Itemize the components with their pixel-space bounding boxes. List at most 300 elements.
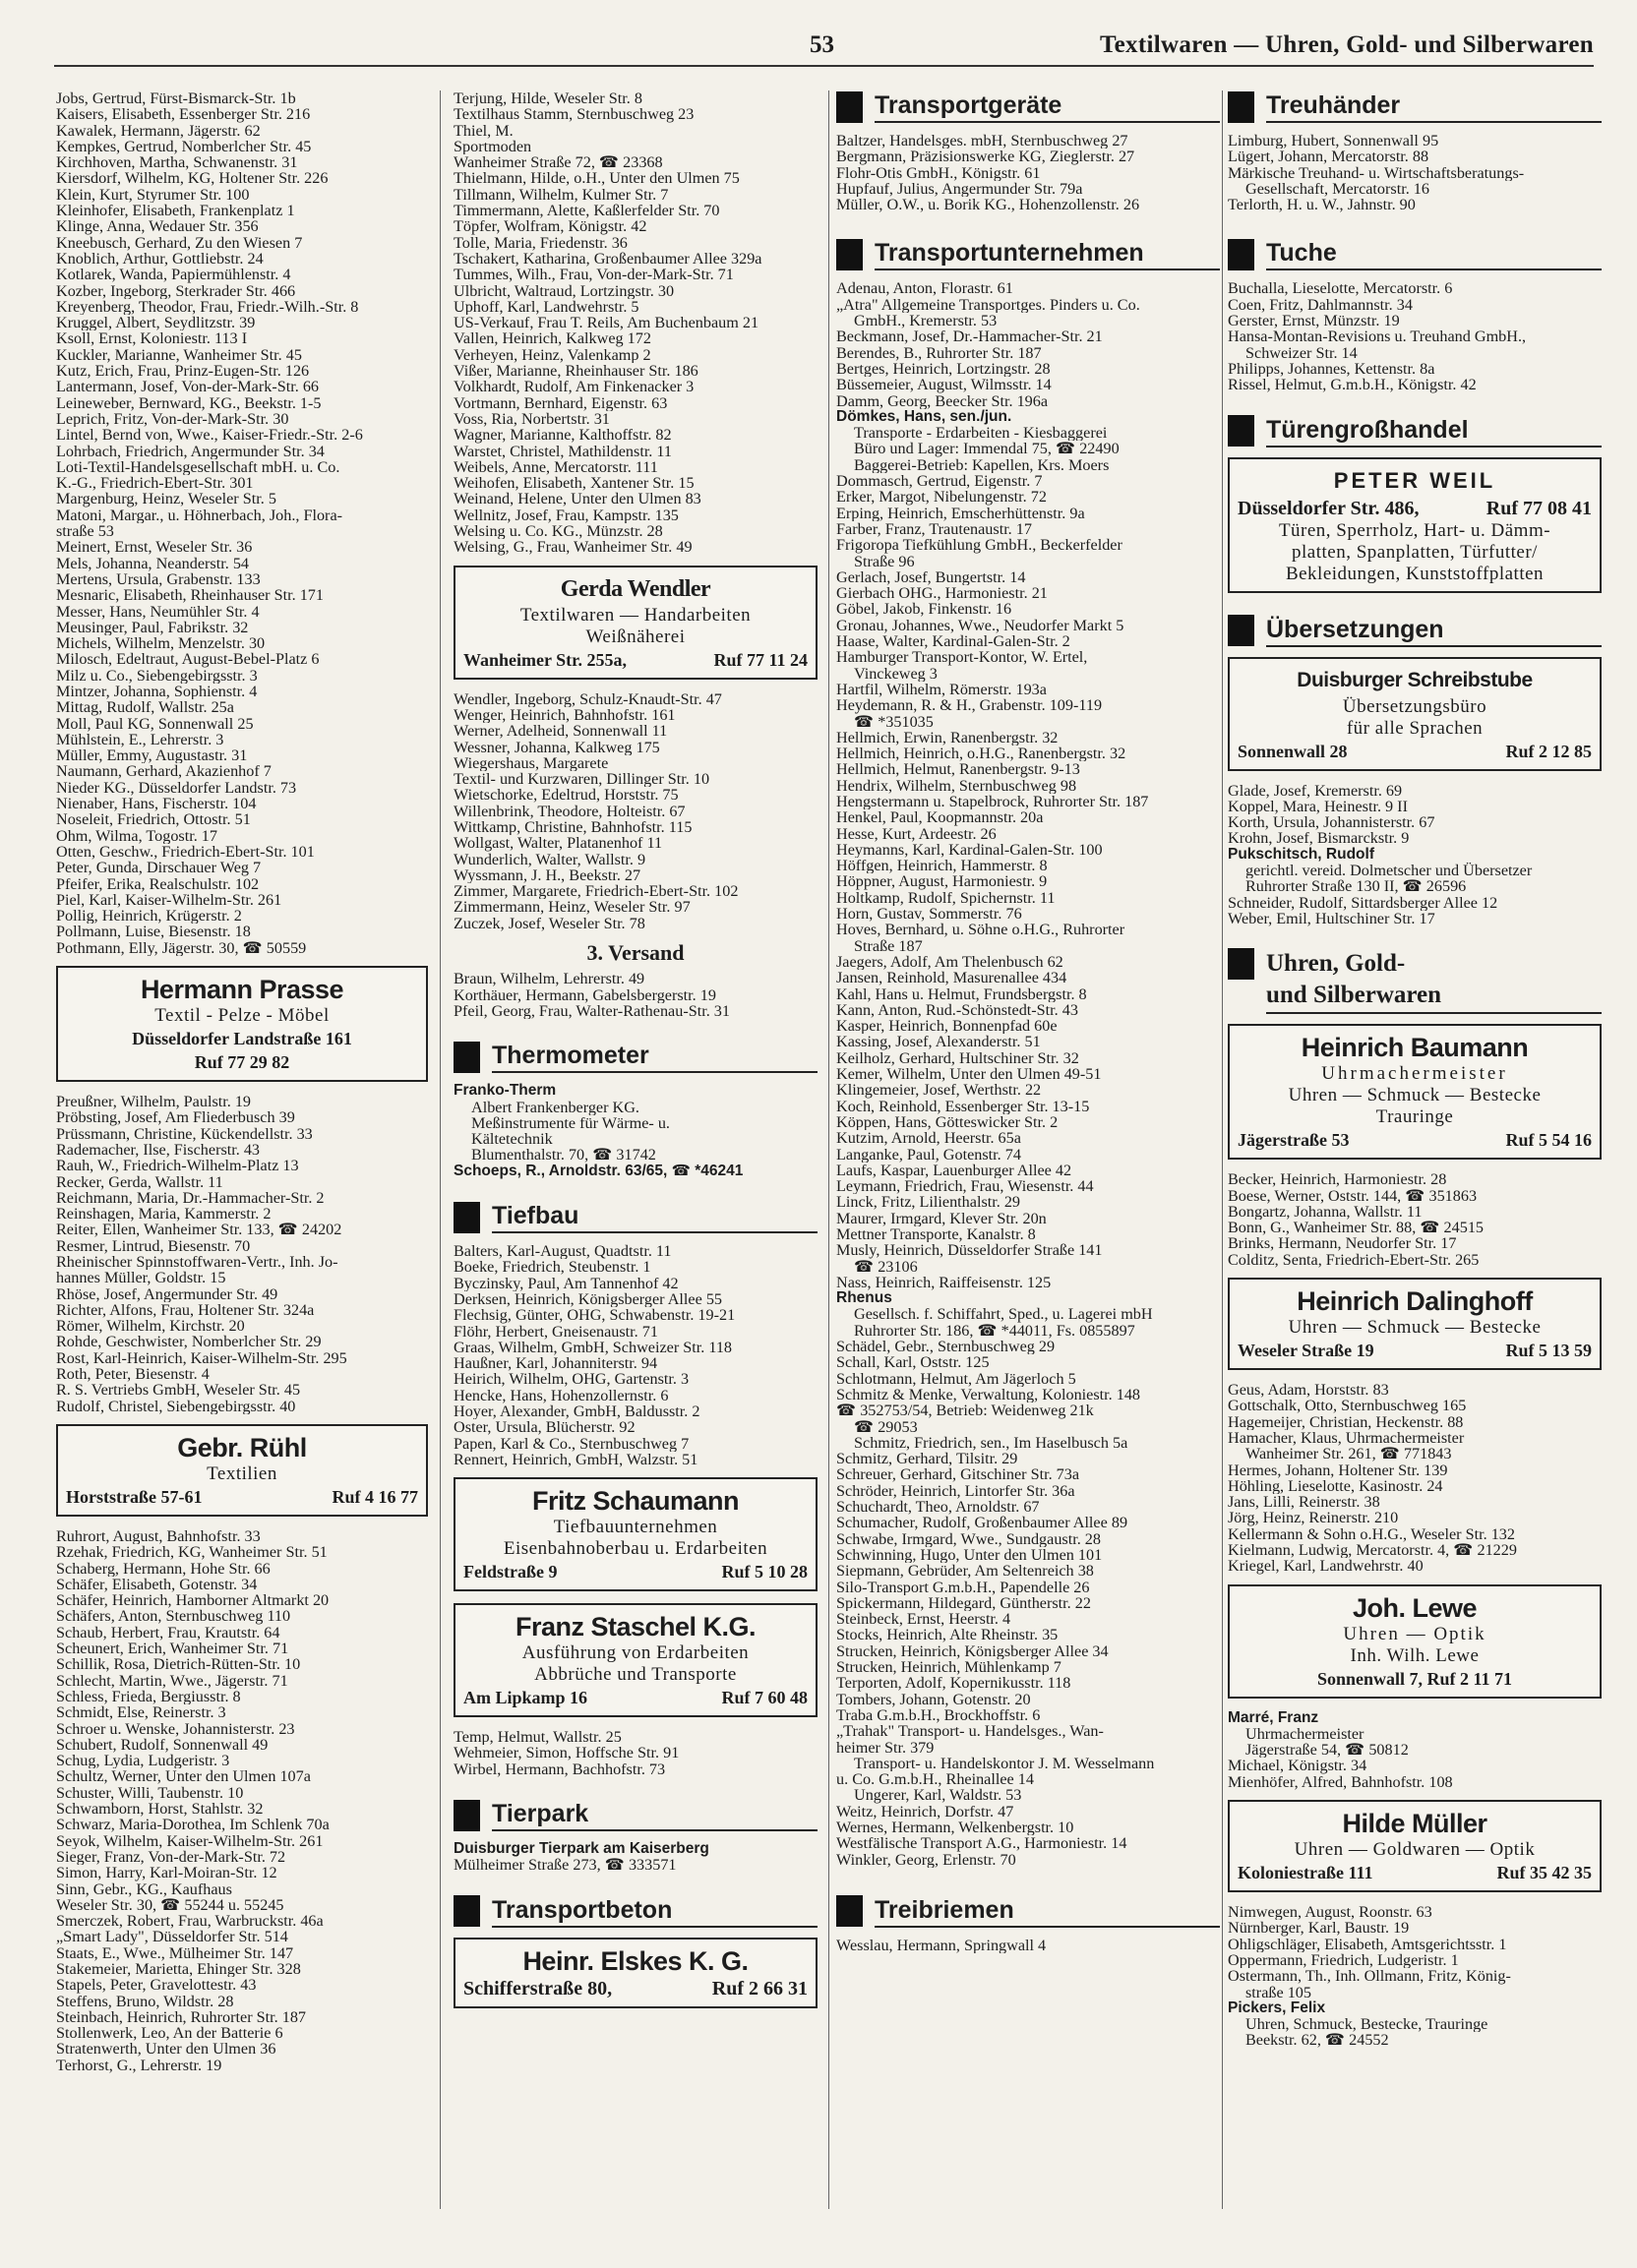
directory-entry: Otten, Geschw., Friedrich-Ebert-Str. 101 [56, 843, 315, 861]
directory-entry: Lügert, Johann, Mercatorstr. 88 [1228, 149, 1429, 165]
directory-entry: Terporten, Adolf, Kopernikusstr. 118 [836, 1675, 1071, 1692]
ad-phone: Ruf 77 11 24 [713, 649, 808, 670]
directory-list [56, 90, 428, 956]
ad-name: PETER WEIL [1333, 467, 1496, 493]
directory-entry: Schwinning, Hugo, Unter den Ulmen 101 [836, 1546, 1103, 1564]
directory-entry: Mertens, Ursula, Grabenstr. 133 [56, 570, 261, 588]
directory-list [454, 691, 818, 931]
section-marker [836, 239, 863, 270]
directory-entry: Ohligschläger, Elisabeth, Amtsgerichtsstr. 1 [1228, 1936, 1507, 1952]
directory-entry: Preußner, Wilhelm, Paulstr. 19 [56, 1094, 252, 1110]
directory-list [454, 90, 818, 556]
directory-entry: Mülheimer Straße 273, ☎ 333571 [454, 1857, 677, 1874]
directory-list [454, 971, 818, 1019]
ad-franz-staschel [454, 1603, 818, 1717]
ad-name: Heinrich Baumann [1301, 1033, 1529, 1063]
directory-entry: Gerlach, Josef, Bungertstr. 14 [836, 568, 1026, 586]
directory-entry: Nienaber, Hans, Fischerstr. 104 [56, 796, 257, 812]
directory-entry: Schlotmann, Helmut, Am Jägerloch 5 [836, 1370, 1076, 1387]
directory-entry: Vinckeweg 3 [854, 665, 938, 682]
directory-entry: Willenbrink, Theodore, Holteistr. 67 [454, 803, 686, 819]
directory-entry: Straße 96 [854, 553, 915, 569]
section-marker [454, 1895, 480, 1927]
ad-line: Tiefbauunternehmen [553, 1517, 718, 1538]
ad-joh-lewe [1228, 1584, 1602, 1699]
directory-entry: Mühlstein, E., Lehrerstr. 3 [56, 731, 224, 748]
directory-entry: Traba G.m.b.H., Brockhoffstr. 6 [836, 1706, 1041, 1724]
directory-entry: Stratenwerth, Unter den Ulmen 36 [56, 2041, 276, 2058]
directory-entry: Pickers, Felix [1228, 1999, 1326, 2016]
ad-line: Textilien [207, 1462, 277, 1484]
directory-entry: „Smart Lady", Düsseldorfer Str. 514 [56, 1929, 288, 1945]
directory-entry: Erping, Heinrich, Emscherhüttenstr. 9a [836, 505, 1085, 521]
directory-entry: Weseler Str. 30, ☎ 55244 u. 55245 [56, 1896, 284, 1914]
directory-entry: Straße 187 [854, 937, 923, 954]
directory-entry: Flechsig, Günter, OHG, Schwabenstr. 19-21 [454, 1307, 736, 1324]
directory-entry: Heirich, Wilhelm, OHG, Gartenstr. 3 [454, 1371, 690, 1388]
directory-entry: Schlecht, Martin, Wwe., Jägerstr. 71 [56, 1672, 288, 1689]
directory-entry: Bonn, G., Wanheimer Str. 88, ☎ 24515 [1228, 1220, 1485, 1236]
ad-line: Inh. Wilh. Lewe [1350, 1644, 1480, 1666]
directory-entry: R. S. Vertriebs GmbH, Weseler Str. 45 [56, 1382, 301, 1399]
directory-entry: Schall, Karl, Oststr. 125 [836, 1354, 990, 1371]
directory-entry: Hendrix, Wilhelm, Sternbuschweg 98 [836, 777, 1077, 794]
directory-entry: Jaegers, Adolf, Am Thelenbusch 62 [836, 953, 1063, 971]
page-number: 53 [810, 31, 834, 58]
ad-line: Weißnäherei [585, 626, 686, 647]
column-3 [836, 90, 1220, 2209]
directory-entry: Rauh, W., Friedrich-Wilhelm-Platz 13 [56, 1158, 299, 1174]
directory-entry: Vallen, Heinrich, Kalkweg 172 [454, 330, 651, 347]
directory-entry: Welsing u. Co. KG., Münzstr. 28 [454, 523, 663, 540]
directory-entry: Milosch, Edeltraut, August-Bebel-Platz 6 [56, 651, 320, 668]
section-title: Transportbeton [492, 1895, 818, 1928]
section-marker [1228, 615, 1254, 646]
directory-entry: Hamacher, Klaus, Uhrmachermeister [1228, 1429, 1465, 1447]
directory-entry: Wirbel, Hermann, Bachhofstr. 73 [454, 1761, 666, 1778]
directory-entry: Terjung, Hilde, Weseler Str. 8 [454, 90, 642, 107]
column-1 [56, 90, 428, 2209]
directory-entry: Wernes, Hermann, Welkenbergstr. 10 [836, 1819, 1074, 1836]
ad-phone: Ruf 77 29 82 [194, 1052, 290, 1073]
directory-entry: Koppel, Mara, Heinestr. 9 II [1228, 798, 1408, 815]
directory-entry: Schäfer, Elisabeth, Gotenstr. 34 [56, 1576, 258, 1593]
directory-entry: Gottschalk, Otto, Sternbuschweg 165 [1228, 1398, 1467, 1414]
directory-entry: Mesnaric, Elisabeth, Rheinhauser Str. 171 [56, 587, 324, 604]
directory-entry: Hellmich, Helmut, Ranenbergstr. 9-13 [836, 761, 1080, 778]
directory-entry: Transport- u. Handelskontor J. M. Wesselmann [854, 1755, 1155, 1772]
directory-entry: Leineweber, Bernward, KG., Beekstr. 1-5 [56, 394, 322, 411]
directory-entry: Hartfil, Wilhelm, Römerstr. 193a [836, 681, 1047, 698]
directory-entry: Pukschitsch, Rudolf [1228, 846, 1374, 863]
directory-entry: Ulbricht, Waltraud, Lortzingstr. 30 [454, 282, 675, 299]
ad-phone: Ruf 2 12 85 [1505, 741, 1592, 761]
directory-entry: Kirchhoven, Martha, Schwanenstr. 31 [56, 154, 298, 171]
section-title: Uhren, Gold- [1266, 950, 1406, 978]
subsection-title: 3. Versand [586, 940, 685, 966]
directory-entry: Baggerei-Betrieb: Kapellen, Krs. Moers [854, 456, 1110, 474]
ad-address: Düsseldorfer Landstraße 161 [132, 1029, 352, 1049]
directory-entry: Jans, Lilli, Reinerstr. 38 [1228, 1494, 1380, 1511]
directory-entry: Hagemeijer, Christian, Heckenstr. 88 [1228, 1413, 1464, 1430]
directory-entry: ☎ *351035 [854, 713, 934, 730]
directory-entry: Schumacher, Rudolf, Großenbaumer Allee 89 [836, 1515, 1128, 1531]
directory-entry: ☎ 23106 [854, 1258, 918, 1275]
directory-entry: Lantermann, Josef, Von-der-Mark-Str. 66 [56, 379, 320, 395]
directory-entry: Märkische Treuhand- u. Wirtschaftsberatungs- [1228, 164, 1525, 181]
directory-entry: Rudolf, Christel, Siebengebirgsstr. 40 [56, 1398, 296, 1414]
directory-entry: Loti-Textil-Handelsgesellschaft mbH. u. Co. [56, 458, 340, 476]
directory-entry: Höffgen, Heinrich, Hammerstr. 8 [836, 858, 1048, 874]
directory-entry: Bergmann, Präzisionswerke KG, Zieglerstr. 27 [836, 149, 1135, 165]
ad-hermann-prasse [56, 966, 428, 1082]
directory-entry: Rohde, Geschwister, Nomberlcher Str. 29 [56, 1334, 322, 1350]
directory-entry: Linck, Fritz, Lilienthalstr. 29 [836, 1194, 1021, 1211]
directory-entry: Hupfauf, Julius, Angermunder Str. 79a [836, 180, 1083, 198]
ad-line: Übersetzungsbüro [1342, 695, 1487, 717]
column-rule [828, 90, 829, 2209]
directory-entry: Limburg, Hubert, Sonnenwall 95 [1228, 133, 1439, 149]
ad-name: Duisburger Schreibstube [1297, 668, 1533, 691]
directory-entry: Wietschorke, Edeltrud, Horststr. 75 [454, 787, 679, 804]
directory-entry: Balters, Karl-August, Quadtstr. 11 [454, 1243, 672, 1260]
directory-entry: Weihofen, Elisabeth, Xantener Str. 15 [454, 475, 695, 492]
directory-entry: Wunderlich, Walter, Wallstr. 9 [454, 851, 646, 867]
directory-entry: Römer, Wilhelm, Kirchstr. 20 [56, 1318, 245, 1335]
section-title: Tiefbau [492, 1201, 818, 1233]
directory-entry: Schmitz & Menke, Verwaltung, Koloniestr. 148 [836, 1386, 1141, 1403]
directory-entry: Meusinger, Paul, Fabrikstr. 32 [56, 619, 249, 636]
section-title: Übersetzungen [1266, 615, 1602, 647]
directory-entry: Kneebusch, Gerhard, Zu den Wiesen 7 [56, 234, 303, 251]
directory-entry: Schreuer, Gerhard, Gitschiner Str. 73a [836, 1466, 1080, 1483]
directory-entry: Messer, Hans, Neumühler Str. 4 [56, 603, 260, 620]
directory-entry: Vißer, Marianne, Rheinhauser Str. 186 [454, 363, 698, 380]
directory-entry: Silo-Transport G.m.b.H., Papendelle 26 [836, 1579, 1090, 1595]
directory-entry: Ruhrort, August, Bahnhofstr. 33 [56, 1527, 261, 1545]
section-marker [454, 1202, 480, 1233]
directory-entry: Klein, Kurt, Styrumer Str. 100 [56, 186, 250, 204]
directory-entry: Kutz, Erich, Frau, Prinz-Eugen-Str. 126 [56, 363, 310, 380]
directory-entry: Leprich, Fritz, Von-der-Mark-Str. 30 [56, 410, 289, 428]
directory-entry: Haase, Walter, Kardinal-Galen-Str. 2 [836, 633, 1070, 650]
directory-entry: Hamburger Transport-Kontor, W. Ertel, [836, 649, 1088, 666]
directory-entry: Kahl, Hans u. Helmut, Frundsbergstr. 8 [836, 985, 1087, 1002]
section-marker [454, 1042, 480, 1073]
directory-entry: Sportmoden [454, 138, 532, 155]
section-marker [1228, 415, 1254, 447]
directory-entry: Mettner Transporte, Kanalstr. 8 [836, 1226, 1036, 1243]
directory-entry: Volkhardt, Rudolf, Am Finkenacker 3 [454, 379, 695, 395]
directory-entry: Wagner, Marianne, Kalthoffstr. 82 [454, 427, 672, 444]
directory-entry: Kozber, Ingeborg, Sterkrader Str. 466 [56, 282, 296, 299]
directory-list [454, 1243, 818, 1467]
directory-entry: Voss, Ria, Norbertstr. 31 [454, 410, 610, 428]
directory-entry: gerichtl. vereid. Dolmetscher und Übersetzer [1245, 863, 1533, 879]
directory-entry: Korth, Ursula, Johannisterstr. 67 [1228, 814, 1435, 831]
directory-entry: Thiel, M. [454, 122, 514, 139]
ad-address: Wanheimer Str. 255a, [463, 649, 628, 670]
directory-entry: Ruhrorter Straße 130 II, ☎ 26596 [1245, 878, 1467, 895]
ad-duisburger-schreibstube [1228, 657, 1602, 771]
ad-line: Uhren — Optik [1343, 1623, 1486, 1644]
directory-entry: Kemer, Wilhelm, Unter den Ulmen 49-51 [836, 1066, 1102, 1083]
section-title: Thermometer [492, 1041, 818, 1073]
directory-entry: Wyssmann, J. H., Beekstr. 27 [454, 866, 641, 884]
ad-peter-weil [1228, 457, 1602, 593]
section-title: Tuche [1266, 238, 1602, 270]
directory-entry: Nass, Heinrich, Raiffeisenstr. 125 [836, 1274, 1052, 1291]
section-title: Transportgeräte [875, 90, 1220, 123]
directory-entry: Piel, Karl, Kaiser-Wilhelm-Str. 261 [56, 891, 282, 909]
directory-entry: Matoni, Margar., u. Höhnerbach, Joh., Flora- [56, 507, 343, 524]
directory-entry: Schroer u. Wenske, Johannisterstr. 23 [56, 1720, 295, 1737]
section-marker [836, 91, 863, 123]
ad-address: Koloniestraße 111 [1238, 1863, 1373, 1883]
directory-entry: Kasper, Heinrich, Bonnenpfad 60e [836, 1018, 1058, 1035]
directory-entry: „Trahak" Transport- u. Handelsges., Wan- [836, 1723, 1104, 1740]
ad-line: Textil - Pelze - Möbel [154, 1005, 330, 1027]
directory-entry: straße 105 [1245, 1984, 1311, 2000]
directory-entry: Kreyenberg, Theodor, Frau, Friedr.-Wilh.-Str. 8 [56, 298, 359, 316]
section-marker [836, 1895, 863, 1927]
directory-entry: Schmitz, Gerhard, Tilsitr. 29 [836, 1451, 1018, 1467]
directory-list [56, 1094, 428, 1414]
directory-entry: Buchalla, Lieselotte, Mercatorstr. 6 [1228, 280, 1453, 297]
directory-entry: straße 53 [56, 523, 114, 540]
directory-entry: Resmer, Lintrud, Biesenstr. 70 [56, 1237, 251, 1254]
directory-entry: Spickermann, Hildegard, Güntherstr. 22 [836, 1594, 1091, 1612]
ad-name: Hermann Prasse [140, 975, 344, 1005]
directory-entry: Hansa-Montan-Revisions u. Treuhand GmbH., [1228, 328, 1527, 345]
directory-entry: Baltzer, Handelsges. mbH, Sternbuschweg 27 [836, 133, 1128, 149]
directory-entry: Smerczek, Robert, Frau, Warbruckstr. 46a [56, 1913, 324, 1930]
ad-name: Joh. Lewe [1352, 1592, 1478, 1623]
directory-entry: Kaisers, Elisabeth, Essenberger Str. 216 [56, 106, 311, 123]
ad-line: Ausführung von Erdarbeiten [521, 1642, 750, 1664]
directory-list [1228, 1710, 1602, 1790]
ad-address: Sonnenwall 7, Ruf 2 11 71 [1316, 1668, 1513, 1689]
directory-entry: Strucken, Heinrich, Königsberger Allee 34 [836, 1642, 1109, 1660]
directory-entry: Hengstermann u. Stapelbrock, Ruhrorter Str. 187 [836, 793, 1149, 810]
directory-entry: Schäfer, Heinrich, Hamborner Altmarkt 20 [56, 1592, 330, 1609]
directory-entry: Kruggel, Albert, Seydlitzstr. 39 [56, 315, 256, 331]
directory-entry: Margenburg, Heinz, Weseler Str. 5 [56, 491, 276, 507]
section-title: Treuhänder [1266, 90, 1602, 123]
running-title: Textilwaren — Uhren, Gold- und Silberwaren [1099, 31, 1594, 58]
directory-entry: Terhorst, G., Lehrerstr. 19 [56, 2057, 222, 2074]
section-marker [1228, 91, 1254, 123]
directory-entry: Franko-Therm [454, 1083, 557, 1100]
directory-entry: Schweizer Str. 14 [1245, 344, 1358, 361]
directory-entry: Hoves, Bernhard, u. Söhne o.H.G., Ruhrorter [836, 922, 1125, 938]
directory-entry: Reinshagen, Maria, Kammerstr. 2 [56, 1206, 272, 1223]
directory-entry: Brinks, Hermann, Neudorfer Str. 17 [1228, 1235, 1457, 1252]
directory-entry: Knoblich, Arthur, Gottliebstr. 24 [56, 250, 264, 268]
section-title: Transportunternehmen [875, 238, 1220, 270]
directory-entry: Terlorth, H. u. W., Jahnstr. 90 [1228, 197, 1416, 213]
directory-entry: Staats, E., Wwe., Mülheimer Str. 147 [56, 1944, 294, 1961]
directory-entry: Jobs, Gertrud, Fürst-Bismarck-Str. 1b [56, 90, 296, 107]
directory-entry: Moll, Paul KG, Sonnenwall 25 [56, 715, 254, 732]
directory-entry: Simon, Harry, Karl-Moiran-Str. 12 [56, 1865, 277, 1881]
directory-entry: Wanheimer Str. 261, ☎ 771843 [1245, 1446, 1452, 1462]
directory-entry: Marré, Franz [1228, 1709, 1319, 1726]
directory-entry: Dommasch, Gertrud, Eigenstr. 7 [836, 473, 1043, 490]
ad-phone: Ruf 2 66 31 [711, 1977, 808, 1999]
directory-entry: Wenger, Heinrich, Bahnhofstr. 161 [454, 706, 676, 724]
directory-entry: Schwabe, Irmgard, Wwe., Sundgaustr. 28 [836, 1530, 1101, 1547]
directory-entry: Lintel, Bernd von, Wwe., Kaiser-Friedr.-Str. 2-6 [56, 427, 363, 444]
ad-name: Gerda Wendler [560, 575, 711, 602]
directory-entry: Oster, Ursula, Blücherstr. 92 [454, 1419, 636, 1436]
directory-list [454, 1083, 818, 1179]
directory-entry: Steffens, Bruno, Wildstr. 28 [56, 1993, 234, 2009]
column-rule [440, 90, 441, 2209]
directory-entry: Ungerer, Karl, Waldstr. 53 [854, 1787, 1022, 1804]
directory-list [1228, 1382, 1602, 1575]
directory-entry: Strucken, Heinrich, Mühlenkamp 7 [836, 1659, 1061, 1676]
directory-entry: Papen, Karl & Co., Sternbuschweg 7 [454, 1435, 690, 1452]
ad-line: Uhrmachermeister [1321, 1063, 1508, 1085]
directory-entry: Wiegershaus, Margarete [454, 754, 609, 772]
directory-entry: Prüssmann, Christine, Kückendellstr. 33 [56, 1125, 313, 1142]
directory-entry: Schaberg, Hermann, Hohe Str. 66 [56, 1560, 271, 1577]
directory-entry: Kellermann & Sohn o.H.G., Weseler Str. 132 [1228, 1525, 1515, 1542]
directory-entry: Tolle, Maria, Friedenstr. 36 [454, 234, 628, 251]
directory-entry: Hermes, Johann, Holtener Str. 139 [1228, 1462, 1448, 1478]
directory-entry: Zimmermann, Heinz, Weseler Str. 97 [454, 899, 691, 916]
directory-entry: Schless, Frieda, Bergiusstr. 8 [56, 1688, 241, 1705]
directory-list [836, 280, 1220, 1867]
directory-entry: Schubert, Rudolf, Sonnenwall 49 [56, 1736, 269, 1754]
directory-entry: Pfeifer, Erika, Realschulstr. 102 [56, 875, 260, 892]
directory-entry: Seyok, Wilhelm, Kaiser-Wilhelm-Str. 261 [56, 1832, 324, 1849]
directory-entry: Weber, Emil, Hultschiner Str. 17 [1228, 910, 1435, 927]
ad-name: Franz Staschel K.G. [515, 1612, 757, 1642]
directory-entry: Mintzer, Johanna, Sophienstr. 4 [56, 683, 258, 700]
ad-line: Trauringe [1375, 1106, 1454, 1128]
directory-entry: Erker, Margot, Nibelungenstr. 72 [836, 489, 1047, 506]
ad-address: Sonnenwall 28 [1238, 741, 1348, 761]
directory-entry: Gesellsch. f. Schiffahrt, Sped., u. Lagerei mbH [854, 1306, 1153, 1323]
directory-entry: Vortmann, Bernhard, Eigenstr. 63 [454, 394, 668, 411]
ad-phone: Ruf 77 08 41 [1485, 497, 1592, 519]
directory-entry: GmbH., Kremerstr. 53 [854, 313, 998, 329]
directory-entry: Uphoff, Karl, Landwehrstr. 5 [454, 298, 639, 316]
directory-entry: Bertges, Heinrich, Lortzingstr. 28 [836, 360, 1051, 378]
ad-line: Uhren — Goldwaren — Optik [1294, 1839, 1536, 1861]
directory-entry: Rademacher, Ilse, Fischerstr. 43 [56, 1141, 261, 1159]
ad-fritz-schaumann [454, 1477, 818, 1591]
ad-gebr-ruehl [56, 1424, 428, 1517]
directory-entry: Weibels, Anne, Mercatorstr. 111 [454, 458, 658, 476]
ad-heinrich-dalinghoff [1228, 1278, 1602, 1370]
directory-entry: Uhren, Schmuck, Bestecke, Trauringe [1245, 2016, 1488, 2033]
directory-entry: ☎ 352753/54, Betrieb: Weidenweg 21k [836, 1403, 1094, 1419]
directory-entry: Stakemeier, Marietta, Ehinger Str. 328 [56, 1960, 301, 1978]
directory-entry: Rost, Karl-Heinrich, Kaiser-Wilhelm-Str. 295 [56, 1349, 347, 1367]
ad-address: Horststraße 57-61 [66, 1486, 203, 1507]
directory-entry: Kleinhofer, Elisabeth, Frankenplatz 1 [56, 203, 295, 219]
directory-entry: US-Verkauf, Frau T. Reils, Am Buchenbaum 21 [454, 315, 759, 331]
directory-entry: Köppen, Hans, Götteswicker Str. 2 [836, 1113, 1059, 1131]
directory-entry: Hellmich, Erwin, Ranenbergstr. 32 [836, 729, 1059, 746]
directory-entry: Henkel, Paul, Koopmannstr. 20a [836, 809, 1044, 826]
directory-entry: Kawalek, Hermann, Jägerstr. 62 [56, 122, 261, 139]
directory-entry: Blumenthalstr. 70, ☎ 31742 [471, 1147, 656, 1164]
directory-entry: Schillik, Rosa, Dietrich-Rütten-Str. 10 [56, 1656, 301, 1673]
directory-entry: „Atra" Allgemeine Transportges. Pinders u. Co. [836, 296, 1140, 314]
ad-phone: Ruf 35 42 35 [1496, 1863, 1592, 1883]
directory-entry: Richter, Alfons, Frau, Holtener Str. 324a [56, 1301, 315, 1319]
ad-name: Heinrich Dalinghoff [1297, 1286, 1533, 1317]
ad-name: Gebr. Rühl [177, 1432, 307, 1462]
directory-entry: Schultz, Werner, Unter den Ulmen 107a [56, 1768, 311, 1785]
ad-gerda-wendler [454, 566, 818, 680]
directory-list [836, 1938, 1220, 1953]
directory-entry: Scheunert, Erich, Wanheimer Str. 71 [56, 1641, 289, 1657]
directory-entry: Winkler, Georg, Erlenstr. 70 [836, 1851, 1016, 1868]
directory-entry: Philipps, Johannes, Kettenstr. 8a [1228, 360, 1435, 378]
directory-entry: Damm, Georg, Beecker Str. 196a [836, 392, 1049, 409]
ad-phone: Ruf 4 16 77 [332, 1486, 418, 1507]
directory-entry: Jägerstraße 54, ☎ 50812 [1245, 1742, 1409, 1759]
directory-entry: Weinand, Helene, Unter den Ulmen 83 [454, 491, 701, 507]
directory-entry: Wollgast, Walter, Platanenhof 11 [454, 835, 663, 852]
directory-list [1228, 133, 1602, 212]
directory-entry: Höppner, August, Harmoniestr. 9 [836, 873, 1048, 890]
directory-entry: Naumann, Gerhard, Akazienhof 7 [56, 763, 272, 780]
section-title: Türengroßhandel [1266, 415, 1602, 448]
directory-entry: Heydemann, R. & H., Grabenstr. 109-119 [836, 697, 1103, 714]
directory-entry: Kuckler, Marianne, Wanheimer Str. 45 [56, 346, 302, 364]
directory-entry: Kann, Anton, Rud.-Schönstedt-Str. 43 [836, 1001, 1078, 1019]
directory-entry: Schuster, Willi, Taubenstr. 10 [56, 1784, 244, 1802]
directory-entry: Weitz, Heinrich, Dorfstr. 47 [836, 1803, 1014, 1820]
ad-line: Eisenbahnoberbau u. Erdarbeiten [503, 1538, 768, 1560]
directory-list [454, 1729, 818, 1777]
directory-entry: Zuczek, Josef, Weseler Str. 78 [454, 915, 645, 932]
directory-entry: Wessner, Johanna, Kalkweg 175 [454, 739, 660, 755]
directory-entry: Reichmann, Maria, Dr.-Hammacher-Str. 2 [56, 1189, 325, 1207]
page-header [54, 0, 1594, 67]
directory-entry: Tombers, Johann, Gotenstr. 20 [836, 1691, 1031, 1707]
section-title: Tierpark [492, 1799, 818, 1831]
directory-entry: Büro und Lager: Immendal 75, ☎ 22490 [854, 441, 1120, 457]
directory-entry: Kielmann, Ludwig, Mercatorstr. 4, ☎ 21229 [1228, 1541, 1517, 1559]
directory-entry: Maurer, Irmgard, Klever Str. 20n [836, 1210, 1047, 1226]
directory-entry: Duisburger Tierpark am Kaiserberg [454, 1841, 709, 1858]
directory-entry: hannes Müller, Goldstr. 15 [56, 1270, 226, 1286]
directory-entry: Schmidt, Else, Reinerstr. 3 [56, 1704, 226, 1721]
directory-entry: Schwarz, Maria-Dorothea, Im Schlenk 70a [56, 1817, 330, 1833]
directory-entry: Meinert, Ernst, Weseler Str. 36 [56, 539, 253, 556]
directory-entry: Westfälische Transport A.G., Harmoniestr. 14 [836, 1835, 1127, 1852]
directory-list [836, 133, 1220, 212]
directory-entry: Pollmann, Luise, Biesenstr. 18 [56, 924, 251, 940]
ad-phone: Ruf 5 13 59 [1505, 1341, 1592, 1361]
ad-phone: Ruf 5 10 28 [721, 1562, 808, 1582]
directory-entry: Stapels, Peter, Gravelottestr. 43 [56, 1977, 257, 1994]
directory-entry: Ostermann, Th., Inh. Ollmann, Fritz, König- [1228, 1968, 1511, 1985]
directory-entry: u. Co. G.m.b.H., Rheinallee 14 [836, 1771, 1034, 1788]
ad-heinrich-baumann [1228, 1024, 1602, 1160]
directory-entry: Noseleit, Friedrich, Ottostr. 51 [56, 811, 251, 828]
directory-entry: Michels, Wilhelm, Menzelstr. 30 [56, 635, 266, 652]
directory-entry: Stollenwerk, Leo, An der Batterie 6 [56, 2025, 283, 2042]
directory-entry: Töpfer, Wolfram, Königstr. 42 [454, 218, 647, 235]
